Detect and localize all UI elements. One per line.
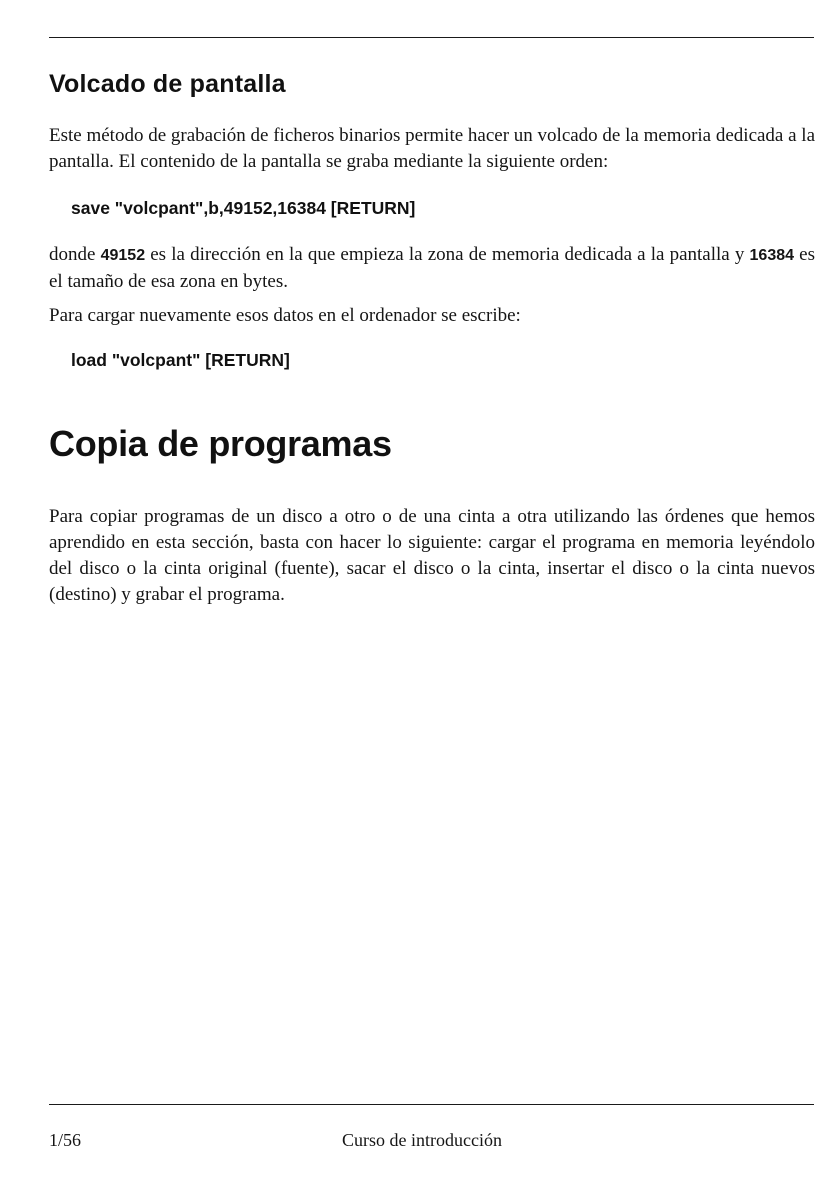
bottom-rule xyxy=(49,1104,814,1105)
page-number: 1/56 xyxy=(49,1130,82,1150)
section-heading-volcado: Volcado de pantalla xyxy=(49,70,286,98)
paragraph-copia-programas: Para copiar programas de un disco a otro o de una cinta a otra utilizando las órdenes que hemos aprendido en esta sección, basta con hacer lo siguiente: cargar el programa en memoria leyéndolo del disco o la cinta original (fuente), sacar el disco o la cinta, insertar el disco o la cinta nuevos (destino) y grabar el programa. xyxy=(49,506,815,605)
code-save-command: save "volcpant",b,49152,16384 [RETURN] xyxy=(71,198,416,218)
address-value: 49152 xyxy=(100,247,146,264)
size-value: 16384 xyxy=(749,247,795,264)
code-load-command: load "volcpant" [RETURN] xyxy=(71,350,290,370)
running-footer-title: Curso de introducción xyxy=(342,1130,502,1150)
paragraph-load-intro: Para cargar nuevamente esos datos en el ordenador se escribe: xyxy=(49,305,521,326)
section-heading-copia: Copia de programas xyxy=(49,423,392,464)
text-fragment: donde xyxy=(49,244,101,265)
text-fragment: es el tamaño de esa zona en bytes. xyxy=(49,244,816,292)
paragraph-address-explanation xyxy=(49,242,815,295)
text-fragment: es la dirección en la que empieza la zona de memoria dedicada a la pantalla y xyxy=(145,244,750,265)
paragraph-volcado-intro: Este método de grabación de ficheros binarios permite hacer un volcado de la memoria dedicada a la pantalla. El contenido de la pantalla se graba mediante la siguiente orden: xyxy=(49,125,816,172)
top-rule xyxy=(49,37,814,38)
